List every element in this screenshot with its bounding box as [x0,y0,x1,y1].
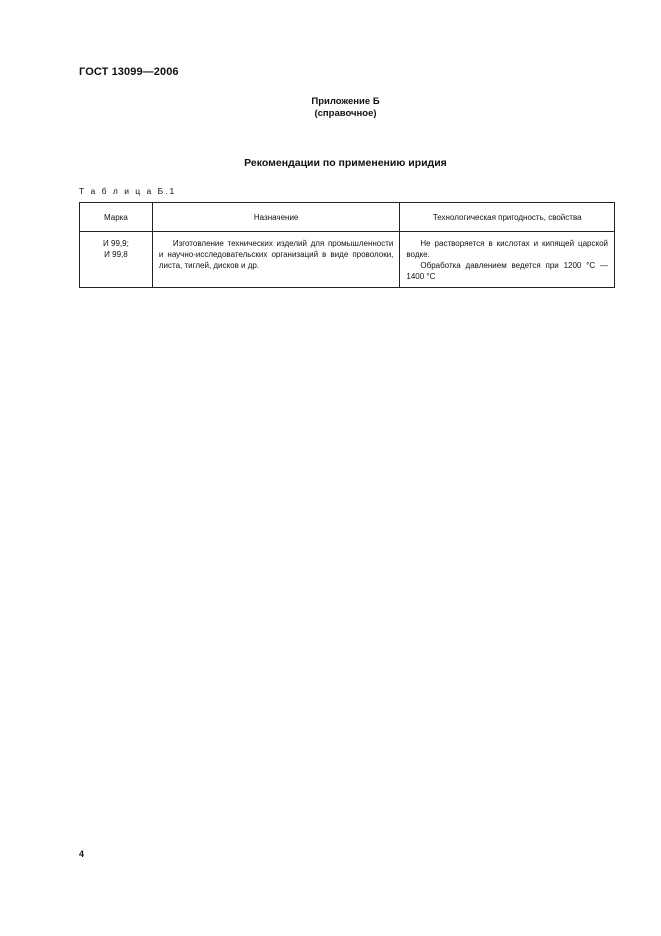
column-header-purpose: Назначение [152,203,400,232]
annex-kind: (справочное) [314,108,377,119]
property-text: Не растворяется в кислотах и кипящей царской водке. [406,239,608,259]
annex-title: Приложение Б [311,96,380,107]
table-header-row [80,203,615,232]
cell-purpose [152,232,400,288]
table-row [80,232,615,288]
property-text: Обработка давлением ведется при 1200 °С —1400 °С [406,261,608,281]
cell-properties [400,232,615,288]
column-header-properties: Технологическая пригодность, свойства [400,203,615,232]
page-number: 4 [79,849,85,859]
document-header: ГОСТ 13099—2006 [79,66,179,78]
column-header-mark: Марка [80,203,153,232]
recommendations-table [79,202,615,288]
table-caption: Т а б л и ц а Б.1 [79,186,177,196]
purpose-text: Изготовление технических изделий для промышленности и научно-исследовательских организаций в виде проволоки, листа, тиглей, дисков и др. [158,239,394,270]
mark-line: И 99,8 [104,250,128,259]
cell-mark [80,232,153,288]
mark-line: И 99,9; [103,239,129,248]
annex-heading [0,96,661,120]
section-title: Рекомендации по применению иридия [244,157,447,169]
